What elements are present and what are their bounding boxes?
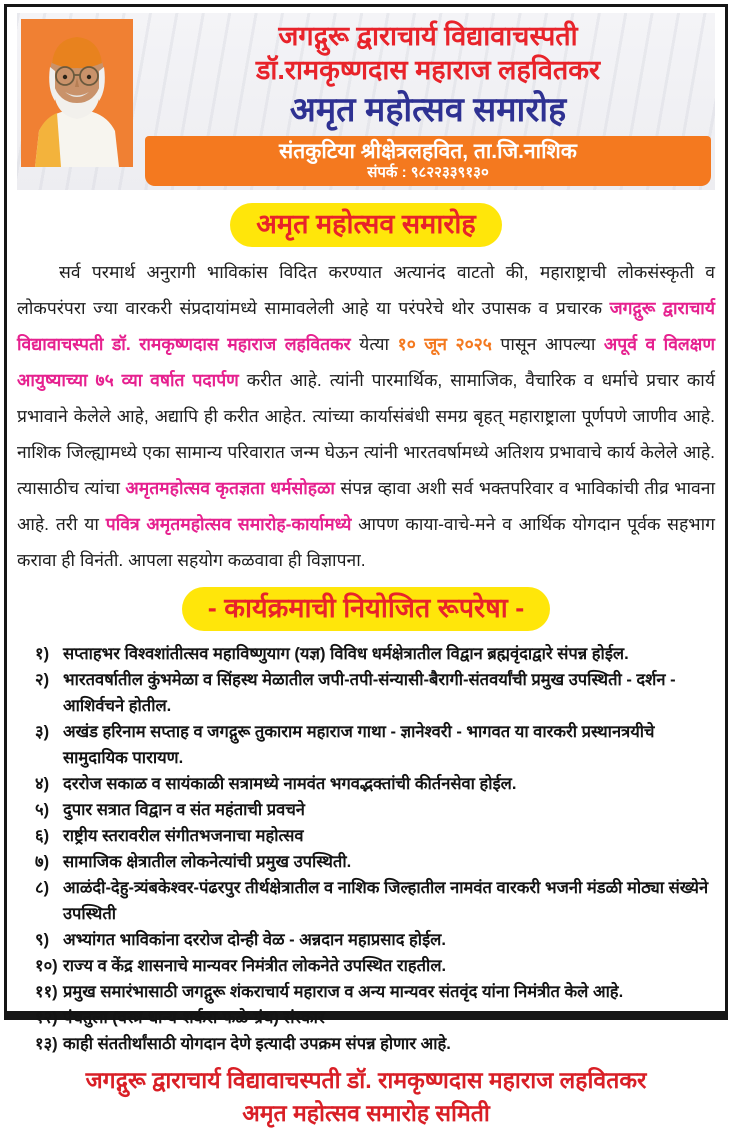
- event-title-badge: अमृत महोत्सव समारोह: [230, 203, 501, 247]
- schedule-item-number: ९): [35, 931, 50, 949]
- schedule-item-text: राष्ट्रीय स्तरावरील संगीतभजनाचा महोत्सव: [63, 827, 304, 845]
- schedule-item-number: ७): [35, 853, 50, 871]
- schedule-title-badge: - कार्यक्रमाची नियोजित रूपरेषा -: [182, 587, 550, 631]
- schedule-item-number: ८): [35, 879, 50, 897]
- flyer-sheet: [4, 4, 728, 1126]
- schedule-item: [17, 797, 715, 823]
- schedule-item: [17, 927, 715, 953]
- schedule-item: [17, 1031, 715, 1057]
- schedule-item-text: पंचतुला (वस्त्र-धान्य-शर्करा-फळे-ग्रंथ) संस्कार: [63, 1009, 325, 1027]
- footer-organizer-name: जगद्गुरू द्वाराचार्य विद्यावाचस्पती डॉ. रामकृष्णदास महाराज लहवितकर: [85, 1067, 647, 1093]
- paragraph-segment: आपण काया-वाचे-मने व आर्थिक योगदान पूर्वक सहभाग करावा ही विनंती. आपला सहयोग कळवावा ही विज्ञापना.: [17, 514, 715, 570]
- section-badge-row: [17, 203, 715, 247]
- schedule-item: [17, 875, 715, 927]
- schedule-item-number: ४): [35, 775, 50, 793]
- schedule-item-number: ३): [35, 723, 50, 741]
- schedule-item-number: १२): [35, 1009, 58, 1027]
- footer-committee-name: अमृत महोत्सव समारोह समिती: [242, 1100, 490, 1126]
- paragraph-segment: सर्व परमार्थ अनुरागी भाविकांस विदित करण्यात अत्यानंद वाटतो की, महाराष्ट्राची लोकसंस्कृती व लोकपरंपरा ज्या वारकरी संप्रदायांमध्ये सामावलेली आहे या परंपरेचे थोर उपासक व प्रचारक: [17, 262, 715, 318]
- schedule-item: [17, 667, 715, 719]
- schedule-item-text: अखंड हरिनाम सप्ताह व जगद्गुरू तुकाराम महाराज गाथा - ज्ञानेश्वरी - भागवत या वारकरी प्रस्थानत्रयीचे सामुदायिक पारायण.: [63, 723, 655, 767]
- paragraph-segment: पवित्र अमृतमहोत्सव समारोह-कार्यामध्ये: [105, 514, 352, 534]
- schedule-list: [17, 641, 715, 1057]
- schedule-item-number: १): [35, 645, 50, 663]
- paragraph-segment: अमृतमहोत्सव कृतज्ञता धर्मसोहळा: [125, 478, 335, 498]
- invitation-paragraph: [17, 254, 715, 578]
- schedule-item: [17, 641, 715, 667]
- schedule-item-text: प्रमुख समारंभासाठी जगद्गुरू शंकराचार्य महाराज व अन्य मान्यवर संतवृंद यांना निमंत्रीत केले आहे.: [63, 983, 624, 1001]
- schedule-item: [17, 979, 715, 1005]
- paragraph-segment: येत्या: [350, 334, 398, 354]
- schedule-item-number: १३): [35, 1035, 58, 1053]
- schedule-item-text: आळंदी-देहु-त्र्यंबकेश्वर-पंढरपुर तीर्थक्षेत्रातील व नाशिक जिल्हातील नामवंत वारकरी भजनी मंडळी मोठ्या संख्येने उपस्थिती: [63, 879, 709, 923]
- contact-number: संपर्क : ९८२२३३९१३०: [367, 164, 489, 181]
- schedule-item: [17, 771, 715, 797]
- title-line-2: डॉ.रामकृष्णदास महाराज लहवितकर: [255, 55, 601, 85]
- schedule-item-text: काही संततीर्थांसाठी योगदान देणे इत्यादी उपक्रम संपन्न होणार आहे.: [63, 1035, 451, 1053]
- schedule-item-text: दुपार सत्रात विद्वान व संत महंताची प्रवचने: [63, 801, 305, 819]
- schedule-badge-row: [17, 587, 715, 631]
- title-line-1: जगद्गुरू द्वाराचार्य विद्यावाचस्पती: [278, 21, 578, 51]
- schedule-item: [17, 1005, 715, 1031]
- schedule-item: [17, 823, 715, 849]
- flyer-header: [17, 13, 715, 190]
- schedule-item-number: ५): [35, 801, 50, 819]
- schedule-item-text: दररोज सकाळ व सायंकाळी सत्रामध्ये नामवंत भगवद्भक्तांची कीर्तनसेवा होईल.: [63, 775, 517, 793]
- paragraph-segment: करीत आहे. त्यांनी पारमार्थिक, सामाजिक, वैचारिक व धर्माचे प्रचार कार्य प्रभावाने केलेले आहे, अद्यापि ही करीत आहेत. त्यांच्या कार्यासंबंधी समग्र बृहत् महाराष्ट्राला पूर्णपणे जाणीव आहे. नाशिक जिल्ह्यामध्ये एका सामान्य परिवारात जन्म घेऊन त्यांनी भारतवर्षामध्ये अतिशय प्रभावाचे कार्य केलेले आहे. त्यासाठीच त्यांचा: [17, 370, 715, 498]
- schedule-item-text: सामाजिक क्षेत्रातील लोकनेत्यांची प्रमुख उपस्थिती.: [63, 853, 352, 871]
- guru-portrait-photo: [21, 19, 133, 167]
- schedule-item: [17, 953, 715, 979]
- schedule-item-number: ११): [35, 983, 58, 1001]
- paragraph-segment: जगद्गुरू द्वाराचार्य विद्यावाचस्पती डॉ. रामकृष्णदास महाराज लहवितकर: [17, 298, 715, 354]
- schedule-item-number: १०): [35, 957, 58, 975]
- address-text: संतकुटिया श्रीक्षेत्रलहवित, ता.जि.नाशिक: [279, 140, 577, 163]
- schedule-item: [17, 719, 715, 771]
- paragraph-segment: पासून आपल्या: [491, 334, 604, 354]
- paragraph-segment: संपन्न व्हावा अशी सर्व भक्तपरिवार व भाविकांची तीव्र भावना आहे. तरी या: [17, 478, 715, 534]
- schedule-item-number: ६): [35, 827, 50, 845]
- paragraph-segment: अपूर्व व विलक्षण आयुष्याच्या ७५ व्या वर्षात पदार्पण: [17, 334, 715, 390]
- guru-portrait-illustration: [21, 19, 133, 167]
- schedule-item: [17, 849, 715, 875]
- schedule-item-text: अभ्यांगत भाविकांना दररोज दोन्ही वेळ - अन्नदान महाप्रसाद होईल.: [63, 931, 446, 949]
- title-line-3: अमृत महोत्सव समारोह: [289, 91, 567, 129]
- schedule-item-number: २): [35, 671, 50, 689]
- schedule-item-text: भारतवर्षातील कुंभमेळा व सिंहस्थ मेळातील जपी-तपी-संन्यासी-बैरागी-संतवर्यांची प्रमुख उपस्थिती - दर्शन - आशिर्वचने होतील.: [63, 671, 676, 715]
- contact-bar: [145, 136, 711, 186]
- paragraph-segment: १० जून २०२५: [397, 334, 492, 354]
- schedule-item-text: सप्ताहभर विश्वशांतीत्सव महाविष्णुयाग (यज्ञ) विविध धर्मक्षेत्रातील विद्वान ब्रह्मवृंदाद्वारे संपन्न होईल.: [63, 645, 629, 663]
- header-titles: [145, 19, 711, 186]
- flyer-footer: [17, 1065, 715, 1128]
- schedule-item-text: राज्य व केंद्र शासनाचे मान्यवर निमंत्रीत लोकनेते उपस्थित राहतील.: [63, 957, 447, 975]
